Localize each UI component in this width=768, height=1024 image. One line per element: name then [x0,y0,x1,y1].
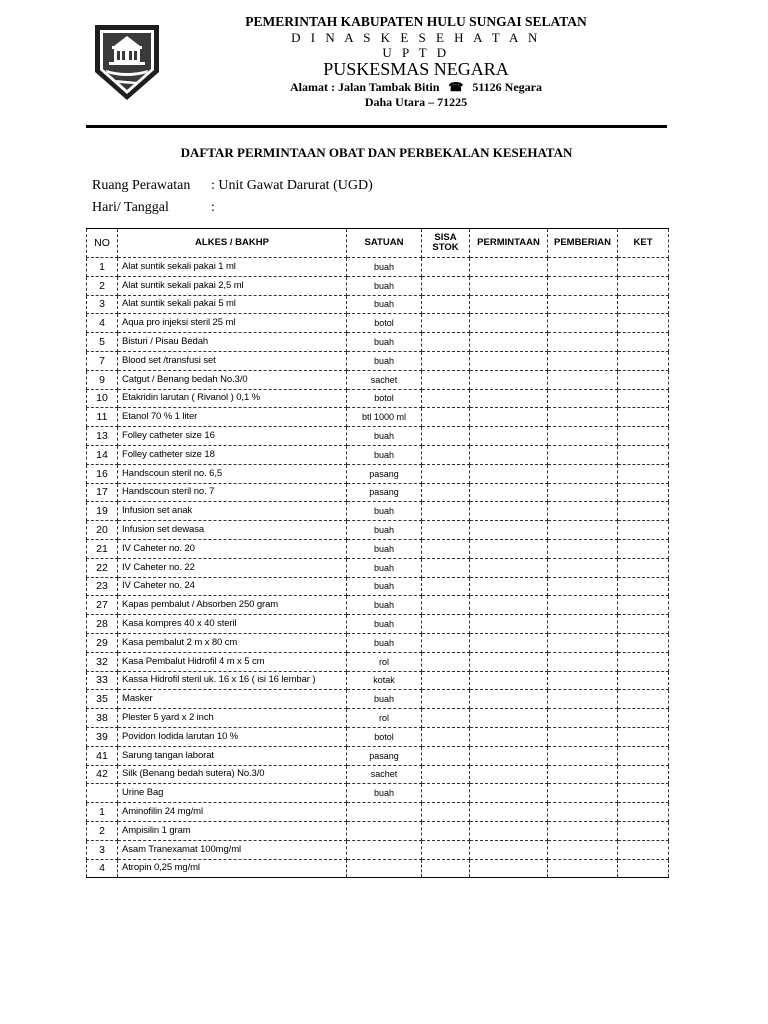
table-row [87,596,669,615]
table-row [87,615,669,634]
row-satuan: kotak [347,671,422,690]
row-permintaan[interactable] [470,408,548,427]
row-satuan: buah [347,596,422,615]
document-title: DAFTAR PERMINTAAN OBAT DAN PERBEKALAN KESEHATAN [180,145,573,160]
row-no: 10 [87,389,118,408]
row-pemberian[interactable] [548,784,618,803]
row-item: Urine Bag [118,784,347,803]
row-permintaan[interactable] [470,671,548,690]
row-sisa-stok[interactable] [422,652,470,671]
row-pemberian[interactable] [548,464,618,483]
row-item: Ampisilin 1 gram [118,821,347,840]
row-ket[interactable] [618,370,669,389]
row-item: Atropin 0,25 mg/ml [118,859,347,878]
row-sisa-stok[interactable] [422,389,470,408]
table-row [87,464,669,483]
row-satuan: rol [347,652,422,671]
row-item: Etanol 70 % 1 liter [118,408,347,427]
table-row [87,295,669,314]
row-permintaan[interactable] [470,389,548,408]
row-no: 4 [87,859,118,878]
row-satuan: buah [347,615,422,634]
row-satuan: buah [347,333,422,352]
table-row [87,840,669,859]
row-permintaan[interactable] [470,464,548,483]
row-sisa-stok[interactable] [422,671,470,690]
row-satuan: sachet [347,765,422,784]
row-sisa-stok[interactable] [422,314,470,333]
table-row [87,577,669,596]
row-ket[interactable] [618,671,669,690]
row-no: 14 [87,445,118,464]
table-row [87,803,669,822]
row-ket[interactable] [618,784,669,803]
row-pemberian[interactable] [548,370,618,389]
row-no: 23 [87,577,118,596]
row-satuan: buah [347,258,422,277]
row-sisa-stok[interactable] [422,727,470,746]
row-pemberian[interactable] [548,690,618,709]
row-no: 16 [87,464,118,483]
table-row [87,746,669,765]
row-ket[interactable] [618,765,669,784]
address-line [170,80,662,95]
row-pemberian[interactable] [548,408,618,427]
row-no: 19 [87,502,118,521]
row-sisa-stok[interactable] [422,558,470,577]
row-item: Aqua pro injeksi steril 25 ml [118,314,347,333]
table-row [87,408,669,427]
row-ket[interactable] [618,521,669,540]
row-pemberian[interactable] [548,652,618,671]
row-item: Kasa kompres 40 x 40 steril [118,615,347,634]
row-no: 32 [87,652,118,671]
row-satuan: buah [347,351,422,370]
row-no: 7 [87,351,118,370]
row-satuan [347,821,422,840]
table-row [87,558,669,577]
row-ket[interactable] [618,577,669,596]
row-no: 1 [87,258,118,277]
table-row [87,633,669,652]
row-permintaan[interactable] [470,295,548,314]
row-satuan: pasang [347,746,422,765]
table-row [87,652,669,671]
row-sisa-stok[interactable] [422,295,470,314]
row-satuan: botol [347,389,422,408]
row-pemberian[interactable] [548,727,618,746]
row-ket[interactable] [618,690,669,709]
row-pemberian[interactable] [548,709,618,728]
row-sisa-stok[interactable] [422,408,470,427]
row-ket[interactable] [618,859,669,878]
table-row [87,521,669,540]
row-no: 27 [87,596,118,615]
row-satuan: pasang [347,483,422,502]
row-satuan: buah [347,521,422,540]
row-satuan: botol [347,314,422,333]
row-sisa-stok[interactable] [422,690,470,709]
row-ket[interactable] [618,633,669,652]
row-satuan: buah [347,539,422,558]
row-sisa-stok[interactable] [422,859,470,878]
header-sisa: SISA [434,232,457,243]
table-row [87,821,669,840]
row-permintaan[interactable] [470,840,548,859]
row-satuan: buah [347,295,422,314]
row-permintaan[interactable] [470,314,548,333]
row-ket[interactable] [618,389,669,408]
row-pemberian[interactable] [548,276,618,295]
row-ket[interactable] [618,840,669,859]
table-row [87,389,669,408]
row-item: Handscoun steril no. 7 [118,483,347,502]
row-permintaan[interactable] [470,652,548,671]
row-no: 9 [87,370,118,389]
row-satuan: buah [347,784,422,803]
row-pemberian[interactable] [548,558,618,577]
row-pemberian[interactable] [548,333,618,352]
row-permintaan[interactable] [470,539,548,558]
row-item: Kassa Hidrofil steril uk. 16 x 16 ( isi 16 lembar ) [118,671,347,690]
row-permintaan[interactable] [470,483,548,502]
row-permintaan[interactable] [470,709,548,728]
row-permintaan[interactable] [470,276,548,295]
row-satuan: buah [347,445,422,464]
table-row [87,427,669,446]
row-item: Kasa Pembalut Hidrofil 4 m x 5 cm [118,652,347,671]
row-item: Aminofilin 24 mg/ml [118,803,347,822]
row-satuan: buah [347,633,422,652]
row-ket[interactable] [618,445,669,464]
row-permintaan[interactable] [470,633,548,652]
header-item: ALKES / BAKHP [118,229,347,258]
row-no: 17 [87,483,118,502]
table-header-row [87,229,669,258]
row-permintaan[interactable] [470,258,548,277]
row-ket[interactable] [618,709,669,728]
row-satuan: buah [347,427,422,446]
row-ket[interactable] [618,615,669,634]
row-ket[interactable] [618,652,669,671]
row-sisa-stok[interactable] [422,521,470,540]
row-item: Handscoun steril no. 6,5 [118,464,347,483]
row-pemberian[interactable] [548,596,618,615]
row-sisa-stok[interactable] [422,840,470,859]
row-pemberian[interactable] [548,803,618,822]
row-no: 11 [87,408,118,427]
header-divider [86,125,667,128]
row-sisa-stok[interactable] [422,502,470,521]
table-row [87,765,669,784]
row-satuan [347,859,422,878]
row-no: 1 [87,803,118,822]
table-row [87,727,669,746]
row-no: 4 [87,314,118,333]
row-pemberian[interactable] [548,389,618,408]
header-permintaan: PERMINTAAN [470,229,548,258]
government-name: PEMERINTAH KABUPATEN HULU SUNGAI SELATAN [245,14,587,29]
row-no: 35 [87,690,118,709]
row-ket[interactable] [618,427,669,446]
row-no: 29 [87,633,118,652]
facility-name: PUSKESMAS NEGARA [323,59,509,79]
row-sisa-stok[interactable] [422,333,470,352]
row-ket[interactable] [618,464,669,483]
row-pemberian[interactable] [548,351,618,370]
row-item: Sarung tangan laborat [118,746,347,765]
phone-icon: ☎ [448,80,464,94]
row-no: 5 [87,333,118,352]
row-satuan [347,803,422,822]
row-satuan: rol [347,709,422,728]
row-permintaan[interactable] [470,784,548,803]
row-item: Catgut / Benang bedah No.3/0 [118,370,347,389]
row-ket[interactable] [618,502,669,521]
address-postal: 51126 Negara [472,80,542,94]
row-item: Blood set /transfusi set [118,351,347,370]
row-permintaan[interactable] [470,333,548,352]
row-pemberian[interactable] [548,521,618,540]
row-satuan: sachet [347,370,422,389]
row-satuan: btl 1000 ml [347,408,422,427]
row-no: 3 [87,295,118,314]
header-pemberian: PEMBERIAN [548,229,618,258]
row-no: 28 [87,615,118,634]
row-sisa-stok[interactable] [422,821,470,840]
row-no: 21 [87,539,118,558]
row-sisa-stok[interactable] [422,746,470,765]
row-item: Povidon Iodida larutan 10 % [118,727,347,746]
row-no: 39 [87,727,118,746]
table-row [87,276,669,295]
row-no: 20 [87,521,118,540]
table-row [87,370,669,389]
agency-name: D I N A S K E S E H A T A N [291,30,541,45]
row-item: Kasa pembalut 2 m x 80 cm [118,633,347,652]
row-item: Infusion set dewasa [118,521,347,540]
field-value-date: : [211,200,215,215]
row-item: Etakridin larutan ( Rivanol ) 0,1 % [118,389,347,408]
row-ket[interactable] [618,727,669,746]
header-ket: KET [618,229,669,258]
row-pemberian[interactable] [548,577,618,596]
table-row [87,784,669,803]
row-ket[interactable] [618,596,669,615]
row-permintaan[interactable] [470,502,548,521]
field-label-ward: Ruang Perawatan [92,178,191,193]
table-row [87,333,669,352]
row-satuan: buah [347,558,422,577]
row-ket[interactable] [618,333,669,352]
row-pemberian[interactable] [548,840,618,859]
row-no: 22 [87,558,118,577]
table-row [87,539,669,558]
row-item: Infusion set anak [118,502,347,521]
row-ket[interactable] [618,821,669,840]
header-satuan: SATUAN [347,229,422,258]
row-no: 2 [87,276,118,295]
row-permintaan[interactable] [470,577,548,596]
row-no [87,784,118,803]
table-row [87,671,669,690]
district-emblem-icon [92,22,162,102]
row-sisa-stok[interactable] [422,596,470,615]
header-no: NO [87,229,118,258]
table-row [87,258,669,277]
row-pemberian[interactable] [548,295,618,314]
row-permintaan[interactable] [470,803,548,822]
row-satuan: buah [347,502,422,521]
row-sisa-stok[interactable] [422,370,470,389]
row-ket[interactable] [618,803,669,822]
table-row [87,859,669,878]
row-permintaan[interactable] [470,370,548,389]
request-table [86,228,669,878]
row-sisa-stok[interactable] [422,709,470,728]
row-sisa-stok[interactable] [422,615,470,634]
table-row [87,314,669,333]
row-permintaan[interactable] [470,690,548,709]
row-item: Alat suntik sekali pakai 2,5 ml [118,276,347,295]
row-satuan [347,840,422,859]
row-sisa-stok[interactable] [422,483,470,502]
row-no: 2 [87,821,118,840]
row-item: Bisturi / Pisau Bedah [118,333,347,352]
row-no: 42 [87,765,118,784]
row-pemberian[interactable] [548,427,618,446]
row-pemberian[interactable] [548,671,618,690]
row-satuan: buah [347,577,422,596]
row-no: 3 [87,840,118,859]
unit-name: U P T D [382,45,450,60]
address-street: Alamat : Jalan Tambak Bitin [290,80,440,94]
row-pemberian[interactable] [548,483,618,502]
row-sisa-stok[interactable] [422,445,470,464]
row-permintaan[interactable] [470,351,548,370]
row-permintaan[interactable] [470,521,548,540]
row-item: IV Caheter no. 20 [118,539,347,558]
row-pemberian[interactable] [548,258,618,277]
row-item: Masker [118,690,347,709]
row-item: Alat suntik sekali pakai 1 ml [118,258,347,277]
row-ket[interactable] [618,746,669,765]
row-no: 13 [87,427,118,446]
row-item: Asam Tranexamat 100mg/ml [118,840,347,859]
row-pemberian[interactable] [548,314,618,333]
row-pemberian[interactable] [548,539,618,558]
row-permintaan[interactable] [470,821,548,840]
header-stok: STOK [432,242,459,253]
row-permintaan[interactable] [470,615,548,634]
row-sisa-stok[interactable] [422,351,470,370]
row-item: Alat suntik sekali pakai 5 ml [118,295,347,314]
row-permintaan[interactable] [470,445,548,464]
row-sisa-stok[interactable] [422,577,470,596]
table-row [87,690,669,709]
row-item: Kapas pembalut / Absorben 250 gram [118,596,347,615]
row-item: IV Caheter no. 24 [118,577,347,596]
row-permintaan[interactable] [470,558,548,577]
row-pemberian[interactable] [548,765,618,784]
table-row [87,483,669,502]
row-ket[interactable] [618,258,669,277]
row-pemberian[interactable] [548,746,618,765]
row-ket[interactable] [618,351,669,370]
row-satuan: buah [347,690,422,709]
row-sisa-stok[interactable] [422,464,470,483]
row-pemberian[interactable] [548,502,618,521]
field-value-ward: : Unit Gawat Darurat (UGD) [211,178,373,193]
row-item: Silk (Benang bedah sutera) No.3/0 [118,765,347,784]
table-row [87,445,669,464]
row-permintaan[interactable] [470,859,548,878]
row-pemberian[interactable] [548,445,618,464]
row-ket[interactable] [618,539,669,558]
row-permintaan[interactable] [470,765,548,784]
table-row [87,502,669,521]
row-sisa-stok[interactable] [422,276,470,295]
row-item: Plester 5 yard x 2 inch [118,709,347,728]
row-sisa-stok[interactable] [422,784,470,803]
row-no: 41 [87,746,118,765]
table-row [87,709,669,728]
address-district: Daha Utara – 71225 [364,95,468,109]
row-pemberian[interactable] [548,859,618,878]
row-permintaan[interactable] [470,746,548,765]
row-pemberian[interactable] [548,821,618,840]
row-item: Folley catheter size 18 [118,445,347,464]
row-permintaan[interactable] [470,427,548,446]
header-sisa-stok [422,229,470,258]
row-ket[interactable] [618,276,669,295]
row-sisa-stok[interactable] [422,427,470,446]
row-item: Folley catheter size 16 [118,427,347,446]
row-ket[interactable] [618,483,669,502]
row-ket[interactable] [618,558,669,577]
row-ket[interactable] [618,408,669,427]
field-label-date: Hari/ Tanggal [92,200,169,215]
row-pemberian[interactable] [548,633,618,652]
row-sisa-stok[interactable] [422,539,470,558]
row-permintaan[interactable] [470,596,548,615]
row-no: 38 [87,709,118,728]
table-row [87,351,669,370]
row-sisa-stok[interactable] [422,803,470,822]
row-sisa-stok[interactable] [422,258,470,277]
row-ket[interactable] [618,295,669,314]
row-item: IV Caheter no. 22 [118,558,347,577]
row-ket[interactable] [618,314,669,333]
row-satuan: buah [347,276,422,295]
row-sisa-stok[interactable] [422,633,470,652]
row-no: 33 [87,671,118,690]
row-satuan: pasang [347,464,422,483]
row-satuan: botol [347,727,422,746]
row-sisa-stok[interactable] [422,765,470,784]
row-pemberian[interactable] [548,615,618,634]
row-permintaan[interactable] [470,727,548,746]
